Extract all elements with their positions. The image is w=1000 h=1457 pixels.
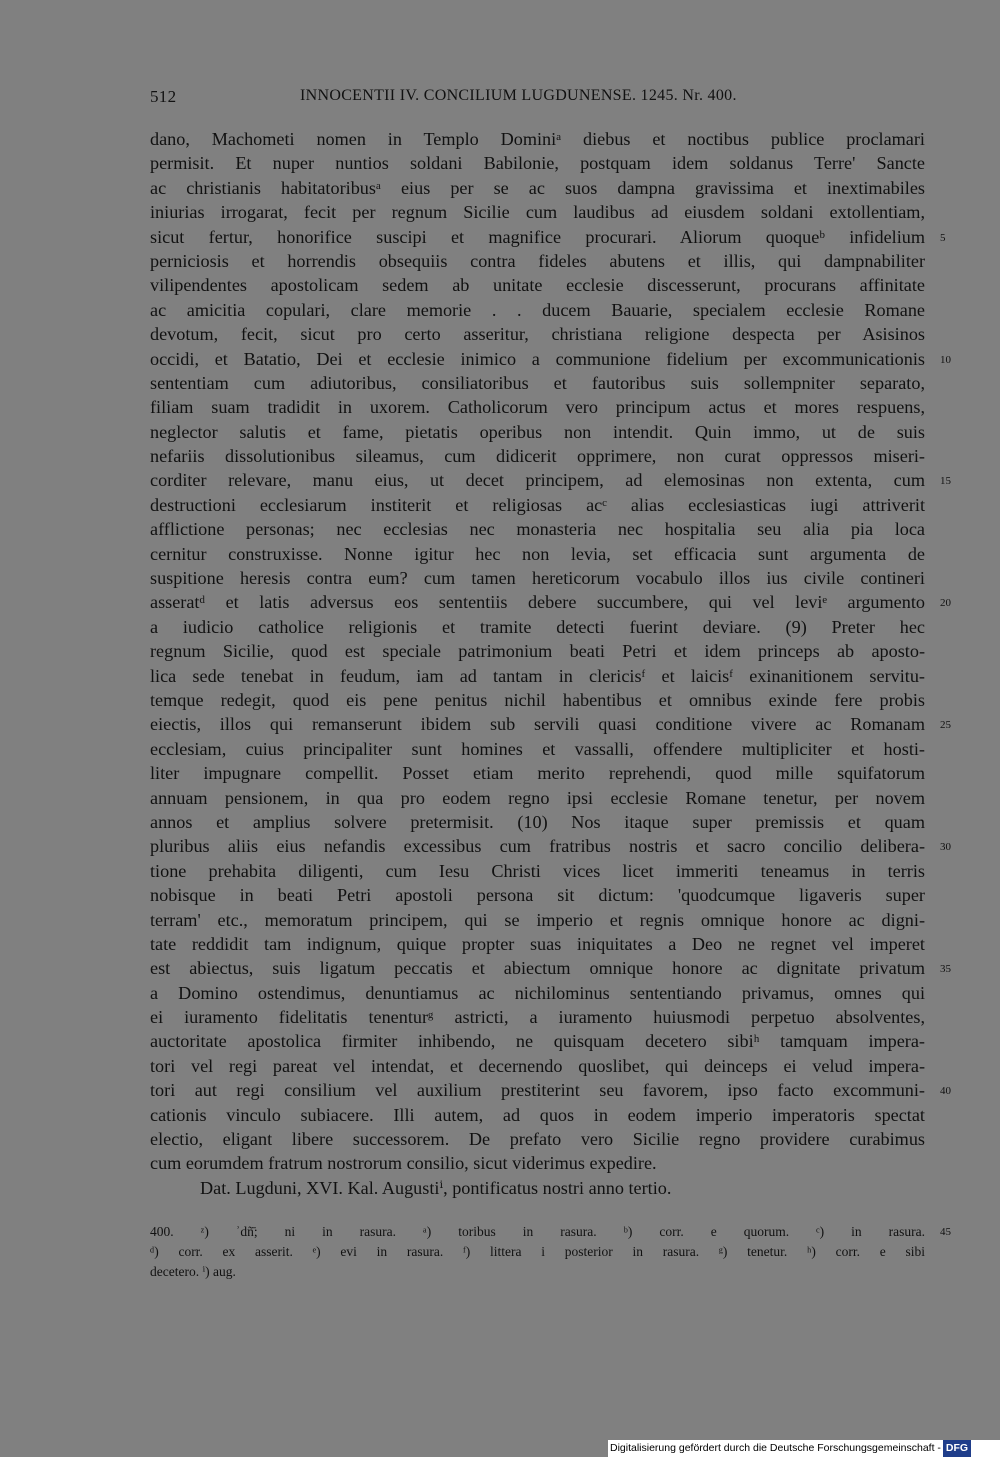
text-line: auctoritate apostolica firmiter inhibendo, ne quisquam decetero sibiʰ tamquam impera-: [150, 1031, 925, 1052]
text-line: sententiam cum adiutoribus, consiliatoribus et fautoribus suis sollempniter separato,: [150, 372, 925, 393]
text-line: occidi, et Batatio, Dei et ecclesie inimico a communione fidelium per excommunicationis 10: [150, 347, 925, 371]
footnote-line: ᵈ) corr. ex asserit. ᵉ) evi in rasura. ᶠ) littera i posterior in rasura. ᵍ) tenetur. ʰ) corr. e sibi: [150, 1244, 925, 1259]
credit-text: Digitalisierung gefördert durch die Deutsche Forschungsgemeinschaft -: [610, 1442, 941, 1454]
footnote-line: 400. ᶻ) ʾdñ̄; ni in rasura. ᵃ) toribus in rasura. ᵇ) corr. e quorum. ᶜ) in rasura. 45: [150, 1222, 925, 1242]
dfg-logo: DFG: [943, 1440, 971, 1457]
text-line: pluribus aliis eius nefandis excessibus cum fratribus nostris et sacro concilio delibera- 30: [150, 834, 925, 858]
text-line: liter impugnare compellit. Posset etiam merito reprehendi, quod mille squifatorum: [150, 763, 925, 784]
digitization-credit: [608, 1440, 1000, 1457]
text-line: annuam pensionem, in qua pro eodem regno ipsi ecclesie Romane tenetur, per novem: [150, 787, 925, 808]
dating-line: Dat. Lugduni, XVI. Kal. Augustiⁱ, pontificatus nostri anno tertio.: [200, 1177, 672, 1198]
text-line: a Domino ostendimus, denuntiamus ac nichilominus sententiando privamus, omnes qui: [150, 982, 925, 1003]
text-line: sicut fertur, honorifice suscipi et magnifice procurari. Aliorum quoqueᵇ infidelium 5: [150, 225, 925, 249]
document-body: [150, 127, 951, 1200]
text-line: ac christianis habitatoribusᵃ eius per se ac suos dampna gravissima et inextimabiles: [150, 177, 925, 198]
text-line: cum eorumdem fratrum nostrorum consilio, sicut viderimus expedire.: [150, 1153, 657, 1174]
text-line: a iudicio catholice religionis et tramite detecti fuerint deviare. (9) Preter hec: [150, 616, 925, 637]
text-line: neglector salutis et fame, pietatis operibus non intendit. Quin immo, ut de suis: [150, 421, 925, 442]
text-line: perniciosis et horrendis obsequiis contra fideles abutens et illis, qui dampnabiliter: [150, 250, 925, 271]
text-line: afflictione personas; nec ecclesias nec monasteria nec hospitalia seu alia pia loca: [150, 519, 925, 540]
text-line: iniurias irrogarat, fecit per regnum Sicilie cum laudibus ad eiusdem soldani extollentiam,: [150, 202, 925, 223]
text-line: tori aut regi consilium vel auxilium prestiterint seu favorem, ipso facto excommuni- 40: [150, 1078, 925, 1102]
text-line: tori vel regi pareat vel intendat, et decernendo quoslibet, qui deinceps ei velud impera-: [150, 1055, 925, 1076]
running-title: INNOCENTII IV. CONCILIUM LUGDUNENSE. 1245. Nr. 400.: [300, 87, 737, 104]
text-line: permisit. Et nuper nuntios soldani Babilonie, postquam idem soldanus Terre' Sancte: [150, 153, 925, 174]
text-line: corditer relevare, manu eius, ut decet principem, ad elemosinas non extenta, cum 15: [150, 468, 925, 492]
line-number: 30: [940, 841, 951, 854]
line-number: 20: [940, 597, 951, 610]
line-number: 5: [940, 231, 946, 244]
text-line: tione prehabita diligenti, cum Iesu Christi vices licet immeriti teneamus in terris: [150, 860, 925, 881]
text-line: tate reddidit tam indignum, quique propter suas iniquitates a Deo ne regnet vel imperet: [150, 933, 925, 954]
text-line: dano, Machometi nomen in Templo Dominiᵃ diebus et noctibus publice proclamari: [150, 129, 925, 149]
text-line: annos et amplius solvere pretermisit. (10) Nos itaque super premissis et quam: [150, 811, 925, 832]
text-line: lica sede tenebat in feudum, iam ad tantam in clericisᶠ et laicisᶠ exinanitionem servitu-: [150, 665, 925, 686]
line-number: 35: [940, 963, 951, 976]
line-number: 45: [940, 1226, 951, 1238]
line-number: 15: [940, 475, 951, 488]
text-line: nefariis dissolutionibus sileamus, cum didicerit opprimere, non curat oppressos miseri-: [150, 446, 925, 467]
text-line: electio, eligant libere successorem. De prefato vero Sicilie regno providere curabimus: [150, 1129, 925, 1150]
text-line: est abiectus, suis ligatum peccatis et abiectum omnique honore ac dignitate privatum 35: [150, 956, 925, 980]
line-number: 10: [940, 353, 951, 366]
footnotes: [150, 1222, 951, 1282]
text-line: ac amicitia copulari, clare memorie . . ducem Bauarie, specialem ecclesie Romane: [150, 299, 925, 320]
text-line: vilipendentes apostolicam sedem ab unitate ecclesie discesserunt, procurans affinitate: [150, 275, 925, 296]
text-line: ei iuramento fidelitatis tenenturᵍ astricti, a iuramento huiusmodi perpetuo absolventes,: [150, 1007, 925, 1028]
footnote-line: decetero. ⁱ) aug.: [150, 1264, 236, 1279]
text-line: ecclesiam, cuius principaliter sunt homines et vassalli, offendere multipliciter et hosti-: [150, 738, 925, 759]
line-number: 40: [940, 1085, 951, 1098]
page-number: 512: [150, 87, 177, 106]
running-header: [150, 87, 925, 109]
line-number: 25: [940, 719, 951, 732]
text-line: suspitione heresis contra eum? cum tamen hereticorum vocabulo illos ius civile contineri: [150, 568, 925, 589]
text-line: cernitur construxisse. Nonne igitur hec non levia, set efficacia sunt argumenta de: [150, 543, 925, 564]
text-line: nobisque in beati Petri apostoli persona sit dictum: 'quodcumque ligaveris super: [150, 885, 925, 906]
text-line: destructioni ecclesiarum institerit et religiosas acᶜ alias ecclesiasticas iugi attriverit: [150, 494, 925, 515]
text-line: asseratᵈ et latis adversus eos sententiis debere succumbere, qui vel leviᵉ argumento 20: [150, 590, 925, 614]
text-line: temque redegit, quod eis pene penitus nichil habentibus et omnibus exinde fere probis: [150, 689, 925, 710]
text-line: eiectis, illos qui remanserunt ibidem sub servili quasi conditione vivere ac Romanam 25: [150, 712, 925, 736]
text-line: terram' etc., memoratum principem, qui se imperio et regnis omnique honore ac digni-: [150, 909, 925, 930]
text-line: cationis vinculo subiacere. Illi autem, ad quos in eodem imperio imperatoris spectat: [150, 1104, 925, 1125]
text-line: regnum Sicilie, quod est speciale patrimonium beati Petri et idem princeps ab aposto-: [150, 641, 925, 662]
text-line: filiam suam tradidit in uxorem. Catholicorum vero principum actus et mores respuens,: [150, 397, 925, 418]
text-line: devotum, fecit, sicut pro certo asseritur, christiana religione despecta per Asisinos: [150, 324, 925, 345]
